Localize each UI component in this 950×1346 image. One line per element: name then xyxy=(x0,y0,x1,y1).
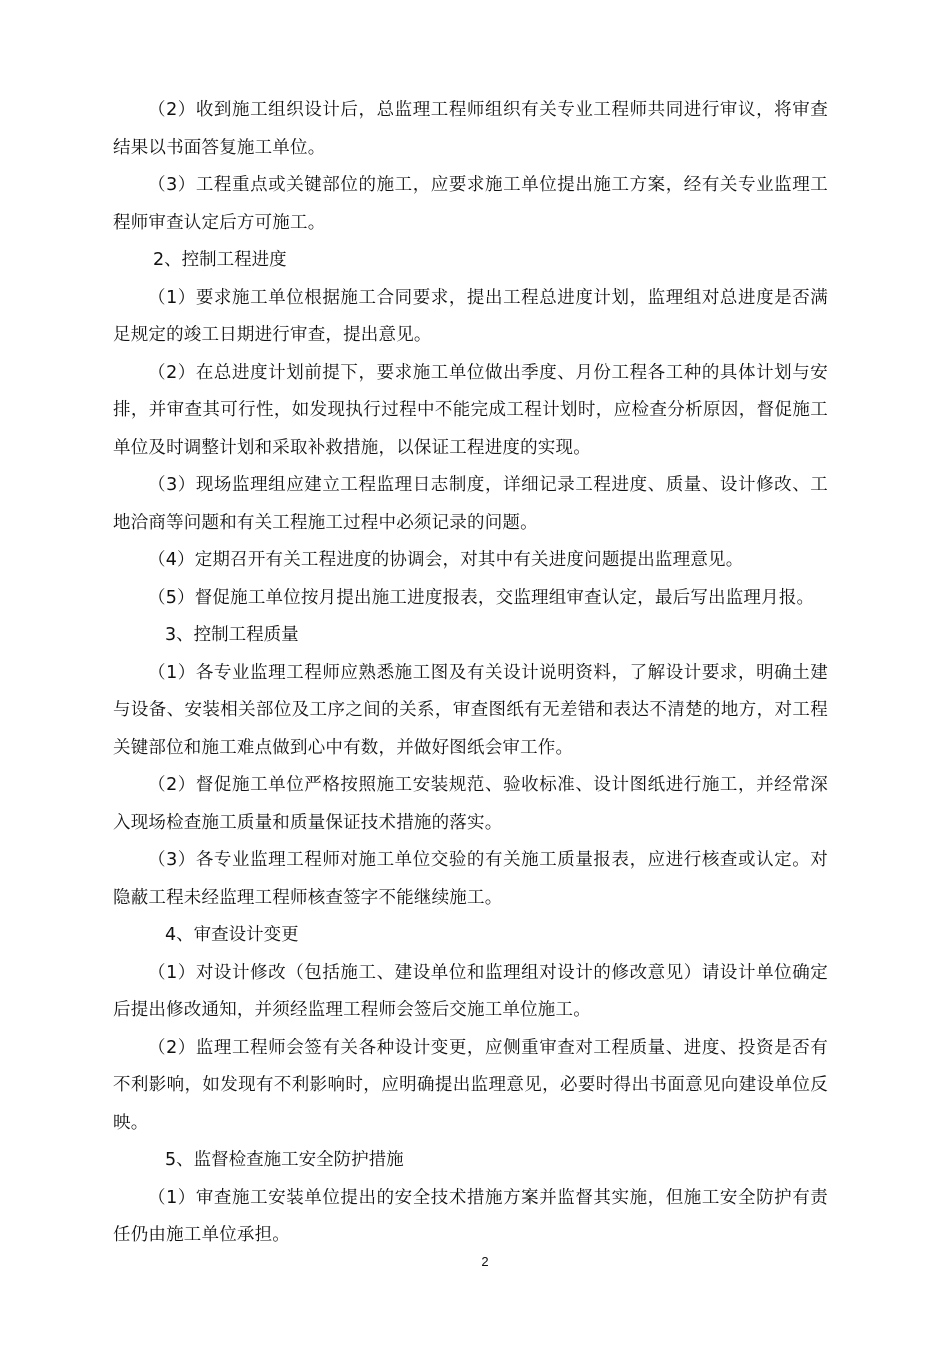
document-body xyxy=(113,92,828,1255)
paragraph: （2）在总进度计划前提下，要求施工单位做出季度、月份工程各工种的具体计划与安排，并审查其可行性，如发现执行过程中不能完成工程计划时，应检查分析原因，督促施工单位及时调整计划和采取补救措施，以保证工程进度的实现。 xyxy=(113,362,828,458)
paragraph: （1）对设计修改（包括施工、建设单位和监理组对设计的修改意见）请设计单位确定后提出修改通知，并须经监理工程师会签后交施工单位施工。 xyxy=(113,962,828,1020)
paragraph: （3）工程重点或关键部位的施工，应要求施工单位提出施工方案，经有关专业监理工程师审查认定后方可施工。 xyxy=(113,175,828,233)
paragraph: （3）现场监理组应建立工程监理日志制度，详细记录工程进度、质量、设计修改、工地洽商等问题和有关工程施工过程中必须记录的问题。 xyxy=(113,475,828,533)
paragraph: （1）审查施工安装单位提出的安全技术措施方案并监督其实施，但施工安全防护有责任仍由施工单位承担。 xyxy=(113,1187,828,1245)
paragraph: （2）收到施工组织设计后，总监理工程师组织有关专业工程师共同进行审议，将审查结果以书面答复施工单位。 xyxy=(113,100,828,158)
section-heading: 5、监督检查施工安全防护措施 xyxy=(165,1150,404,1170)
paragraph: （2）监理工程师会签有关各种设计变更，应侧重审查对工程质量、进度、投资是否有不利影响，如发现有不利影响时，应明确提出监理意见，必要时得出书面意见向建设单位反映。 xyxy=(113,1037,828,1133)
paragraph: （3）各专业监理工程师对施工单位交验的有关施工质量报表，应进行核查或认定。对隐蔽工程未经监理工程师核查签字不能继续施工。 xyxy=(113,850,828,908)
page-number: 2 xyxy=(481,1254,489,1269)
paragraph: （1）要求施工单位根据施工合同要求，提出工程总进度计划，监理组对总进度是否满足规定的竣工日期进行审查，提出意见。 xyxy=(113,287,828,345)
section-heading: 4、审查设计变更 xyxy=(165,925,299,945)
paragraph: （1）各专业监理工程师应熟悉施工图及有关设计说明资料，了解设计要求，明确土建与设备、安装相关部位及工序之间的关系，审查图纸有无差错和表达不清楚的地方，对工程关键部位和施工难点做到心中有数，并做好图纸会审工作。 xyxy=(113,662,828,758)
paragraph: （4）定期召开有关工程进度的协调会，对其中有关进度问题提出监理意见。 xyxy=(148,550,744,570)
paragraph: （5）督促施工单位按月提出施工进度报表，交监理组审查认定，最后写出监理月报。 xyxy=(148,587,815,608)
paragraph: （2）督促施工单位严格按照施工安装规范、验收标准、设计图纸进行施工，并经常深入现场检查施工质量和质量保证技术措施的落实。 xyxy=(113,775,828,833)
section-heading: 2、控制工程进度 xyxy=(153,250,287,270)
section-heading: 3、控制工程质量 xyxy=(165,625,299,645)
